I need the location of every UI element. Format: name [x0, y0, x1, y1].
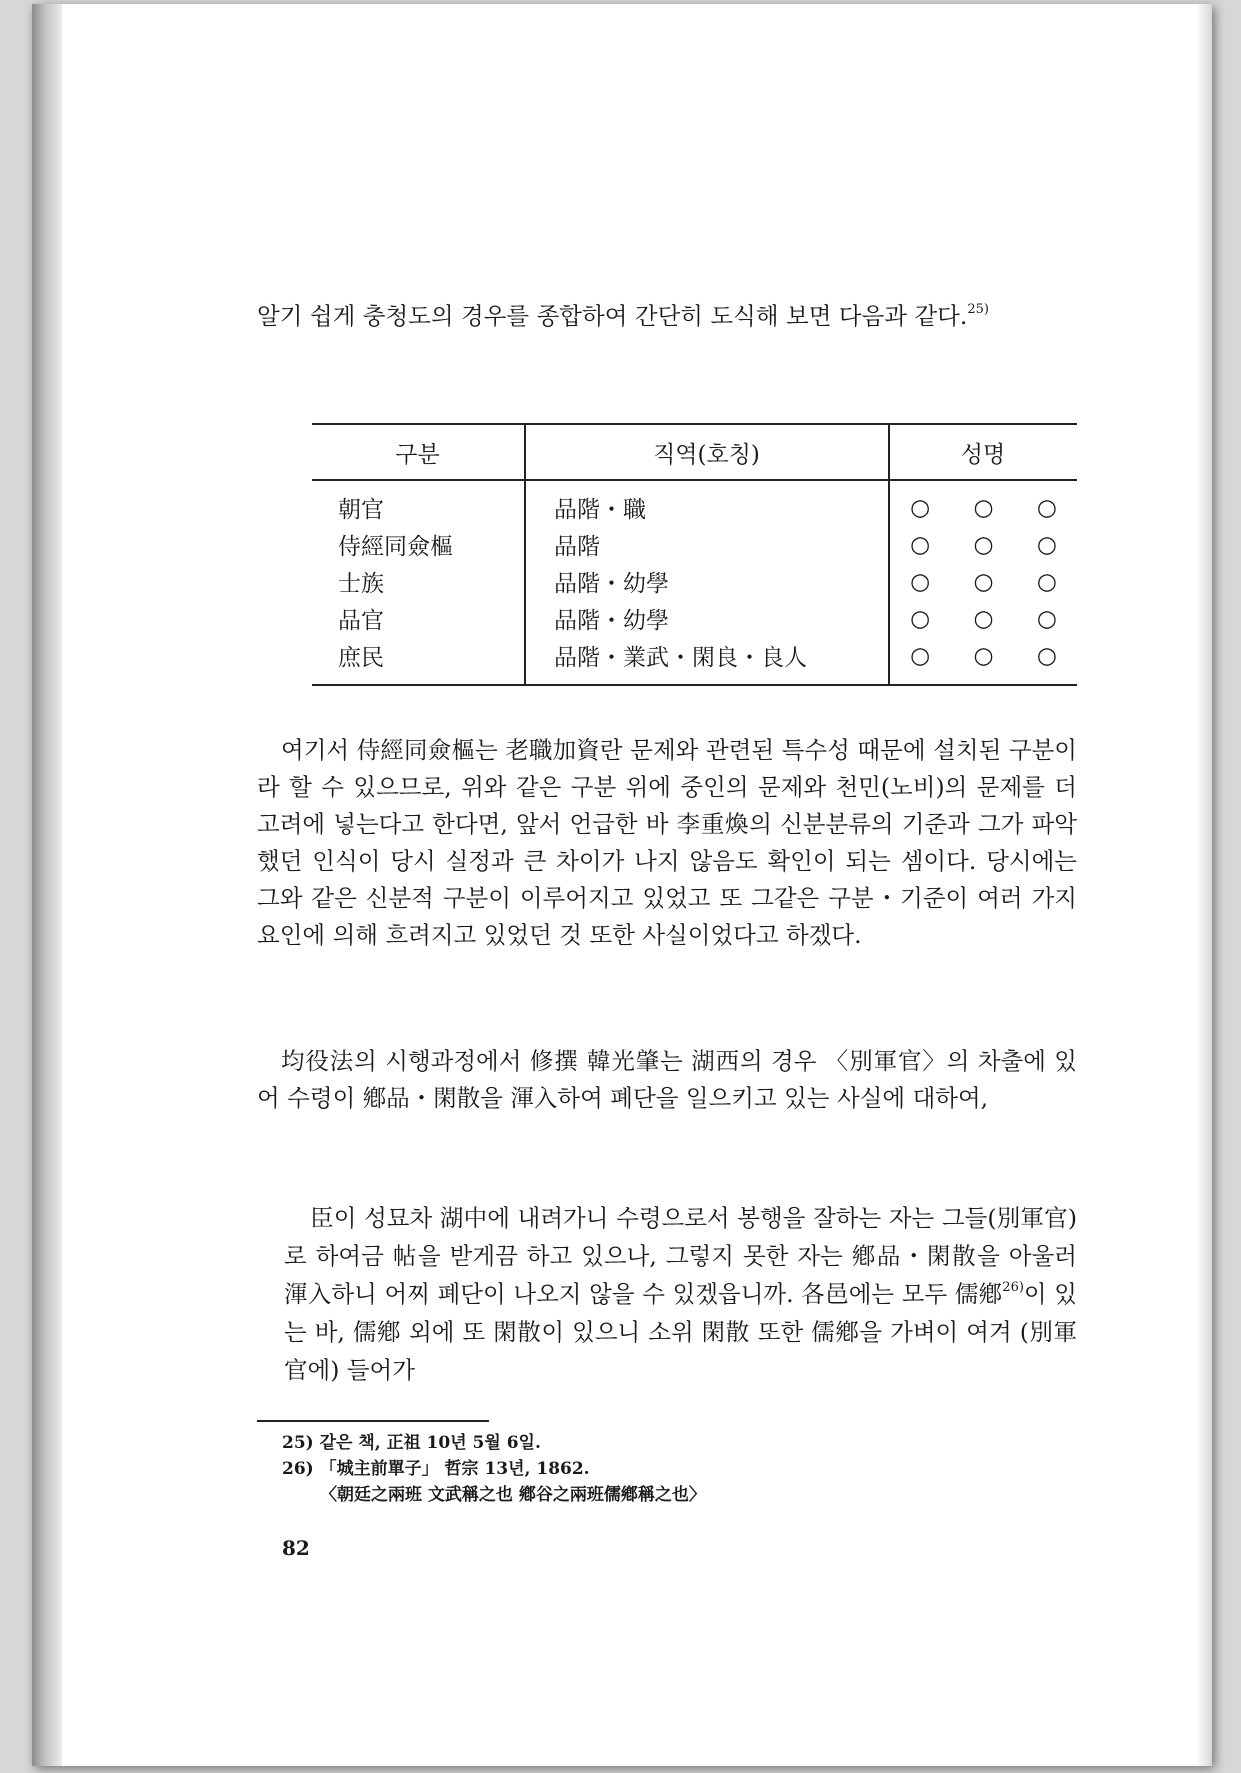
header-position: 직역(호칭): [525, 424, 889, 480]
cell-position: 品階・幼學: [525, 600, 889, 637]
book-spine: [32, 4, 62, 1766]
intro-text: 알기 쉽게 충청도의 경우를 종합하여 간단히 도식해 보면 다음과 같다.: [257, 302, 968, 330]
quote-text-2: 이 있는 바, 儒鄕 외에 또 閑散이 있으니 소위 閑散 또한 儒鄕을 가벼이 여겨 (別軍官에) 들어가: [284, 1280, 1078, 1384]
cell-position: 品階・幼學: [525, 563, 889, 600]
header-category: 구분: [312, 424, 525, 480]
quote-text-1: 臣이 성묘차 湖中에 내려가니 수령으로서 봉행을 잘하는 자는 그들(別軍官)로 하여금 帖을 받게끔 하고 있으나, 그렇지 못한 자는 鄕品・閑散을 아울러 渾入하니 어찌 폐단이 나오지 않을 수 있겠읍니까. 各邑에는 모두 儒鄕: [284, 1204, 1077, 1308]
cell-name: ○ ○ ○: [910, 531, 1075, 558]
footnote-25: 25) 같은 책, 正祖 10년 5월 6일.: [282, 1433, 541, 1453]
table-row: [312, 480, 1077, 526]
cell-position: 品階・職: [525, 480, 889, 526]
cell-category: 庶民: [312, 637, 525, 685]
page-number: 82: [282, 1536, 310, 1560]
cell-name: ○ ○ ○: [910, 568, 1075, 595]
table-row: [312, 600, 1077, 637]
status-table: [312, 423, 1077, 686]
table-row: [312, 637, 1077, 685]
cell-category: 侍經同僉樞: [312, 526, 525, 563]
table-row: [312, 563, 1077, 600]
header-name: 성명: [889, 424, 1077, 480]
intro-paragraph: [257, 298, 1077, 335]
cell-name: ○ ○ ○: [910, 494, 1075, 521]
body-paragraph-1: 여기서 侍經同僉樞는 老職加資란 문제와 관련된 특수성 때문에 설치된 구분이라 할 수 있으므로, 위와 같은 구분 위에 중인의 문제와 천민(노비)의 문제를 더 고려에 넣는다고 한다면, 앞서 언급한 바 李重煥의 신분분류의 기준과 그가 파악했던 인식이 당시 실정과 큰 차이가 나지 않음도 확인이 되는 셈이다. 당시에는 그와 같은 신분적 구분이 이루어지고 있었고 또 그같은 구분・기준이 여러 가지 요인에 의해 흐려지고 있었던 것 또한 사실이었다고 하겠다.: [257, 736, 1077, 949]
footnote-26-quote: 〈朝廷之兩班 文武稱之也 鄕谷之兩班儒鄕稱之也〉: [320, 1485, 706, 1505]
cell-category: 朝官: [312, 480, 525, 526]
page-edge: [1196, 4, 1212, 1766]
footnote-divider: [257, 1420, 489, 1422]
cell-position: 品階・業武・閑良・良人: [525, 637, 889, 685]
body-paragraph-2: 均役法의 시행과정에서 修撰 韓光肇는 湖西의 경우 〈別軍官〉의 차출에 있어 수령이 鄕品・閑散을 渾入하여 폐단을 일으키고 있는 사실에 대하여,: [257, 1047, 1077, 1112]
block-quote: [284, 1199, 1077, 1389]
table-row: [312, 526, 1077, 563]
cell-position: 品階: [525, 526, 889, 563]
cell-name: ○ ○ ○: [910, 642, 1075, 669]
cell-category: 士族: [312, 563, 525, 600]
cell-category: 品官: [312, 600, 525, 637]
footnote-ref-25: 25): [967, 302, 989, 318]
footnote-ref-26: 26): [1002, 1280, 1024, 1296]
table-header-row: [312, 424, 1077, 480]
footnote-26: 26) 「城主前單子」 哲宗 13년, 1862.: [282, 1459, 590, 1479]
cell-name: ○ ○ ○: [910, 605, 1075, 632]
